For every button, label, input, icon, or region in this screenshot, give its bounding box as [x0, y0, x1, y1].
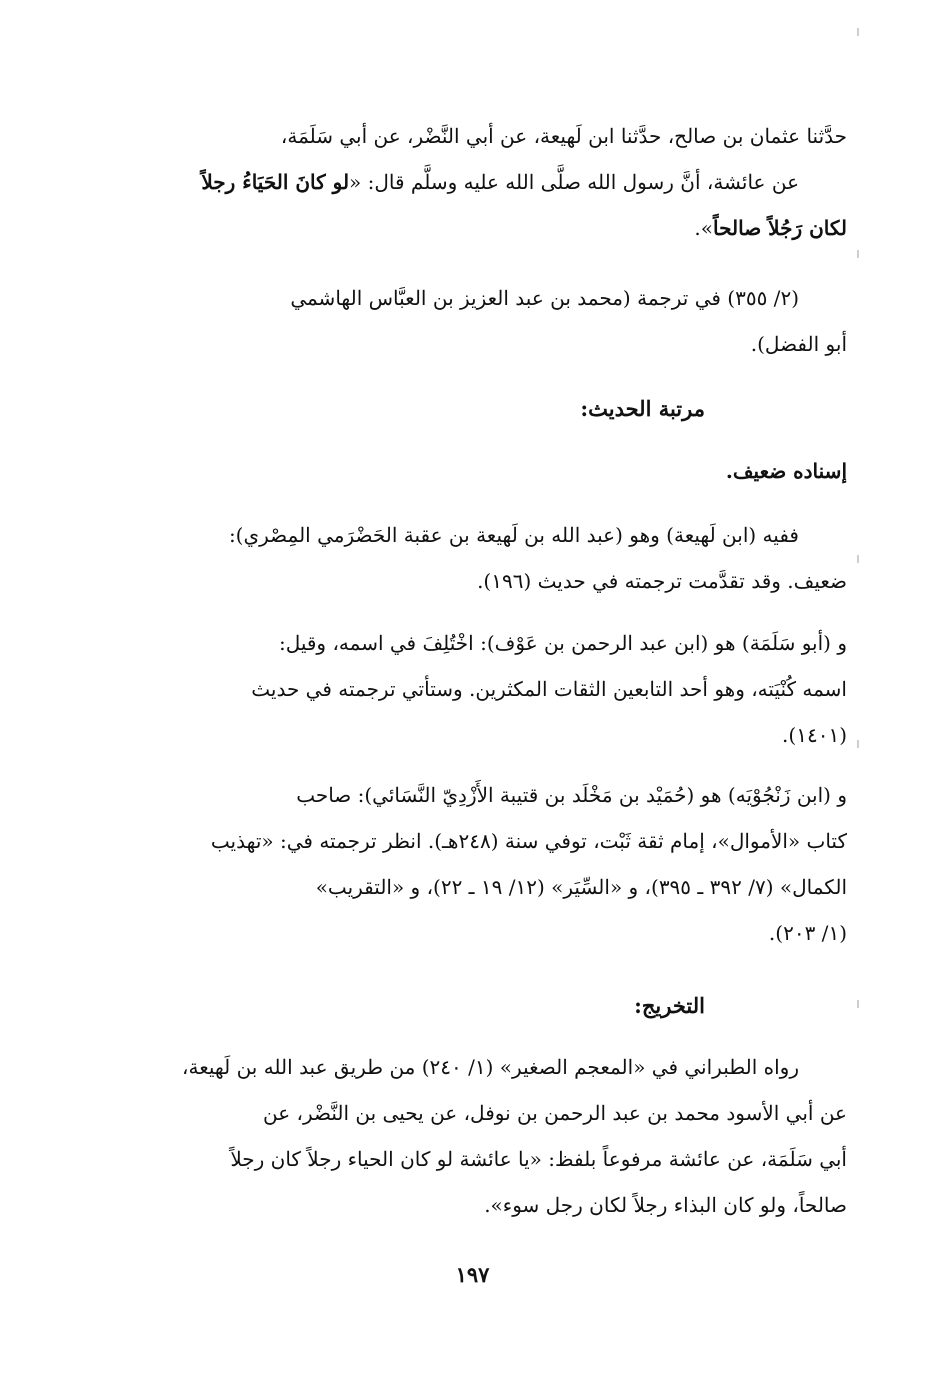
narrator-abu-salama-paragraph	[95, 620, 847, 758]
text-fragment: ».	[694, 216, 714, 240]
margin-mark	[857, 555, 859, 563]
hadith-text-bold: لو كانَ الحَيَاءُ رجلاً	[201, 170, 350, 194]
section-heading-takhrij: التخريج:	[634, 993, 705, 1018]
text-line: إسناده ضعيف.	[725, 459, 847, 483]
text-line: (١/ ٢٠٣).	[768, 921, 847, 945]
narrator-ibn-lahia-paragraph	[95, 512, 847, 604]
text-line: الكمال» (٧/ ٣٩٢ ـ ٣٩٥)، و «السِّيَر» (١٢/ ١٩ ـ ٢٢)، و «التقريب»	[315, 875, 847, 899]
text-line: ضعيف. وقد تقدَّمت ترجمته في حديث (١٩٦).	[477, 569, 847, 593]
section-heading-rank: مرتبة الحديث:	[580, 396, 705, 421]
text-line: (٢/ ٣٥٥) في ترجمة (محمد بن عبد العزيز بن العبَّاس الهاشمي	[290, 286, 799, 310]
text-line	[95, 159, 847, 205]
text-line: اسمه كُنْيَته، وهو أحد التابعين الثقات المكثرين. وستأتي ترجمته في حديث	[251, 677, 847, 701]
text-line: و (ابن زَنْجُوْيَه) هو (حُمَيْد بن مَخْلَد بن قتيبة الأَزْدِيّ النَّسَائي): صاحب	[296, 783, 847, 807]
text-line: صالحاً، ولو كان البذاء رجلاً لكان رجل سوء».	[484, 1193, 847, 1217]
page-number: ١٩٧	[455, 1262, 490, 1287]
text-line: (١٤٠١).	[782, 723, 847, 747]
takhrij-paragraph	[95, 1044, 847, 1228]
text-line: رواه الطبراني في «المعجم الصغير» (١/ ٢٤٠) من طريق عبد الله بن لَهيعة،	[182, 1055, 799, 1079]
text-line	[95, 205, 847, 251]
text-line: ففيه (ابن لَهيعة) وهو (عبد الله بن لَهيعة بن عقبة الحَضْرَمي المِصْري):	[228, 523, 799, 547]
text-line: أبي سَلَمَة، عن عائشة مرفوعاً بلفظ: «يا عائشة لو كان الحياء رجلاً كان رجلاً	[230, 1147, 847, 1171]
margin-mark	[857, 250, 859, 258]
text-line: عن أبي الأسود محمد بن عبد الرحمن بن نوفل، عن يحيى بن النَّضْر، عن	[263, 1101, 847, 1125]
text-line: و (أبو سَلَمَة) هو (ابن عبد الرحمن بن عَوْف): اخْتُلِفَ في اسمه، وقيل:	[278, 631, 847, 655]
text-line: أبو الفضل).	[750, 332, 847, 356]
text-fragment: عن عائشة، أنَّ رسول الله صلَّى الله عليه وسلَّم قال: «	[349, 170, 799, 194]
isnad-verdict-paragraph	[95, 448, 847, 494]
text-line: حدَّثنا عثمان بن صالح، حدَّثنا ابن لَهيعة، عن أبي النَّضْر، عن أبي سَلَمَة،	[280, 124, 847, 148]
narrator-ibn-zanjawayh-paragraph	[95, 772, 847, 956]
text-line: كتاب «الأموال»، إمام ثقة ثَبْت، توفي سنة (٢٤٨هـ). انظر ترجمته في: «تهذيب	[210, 829, 847, 853]
source-reference-paragraph	[95, 275, 847, 367]
margin-mark	[857, 740, 859, 748]
margin-mark	[857, 1000, 859, 1008]
hadith-chain-paragraph	[95, 113, 847, 251]
margin-mark	[857, 28, 859, 36]
hadith-text-bold: لكان رَجُلاً صالحاً	[713, 216, 847, 240]
